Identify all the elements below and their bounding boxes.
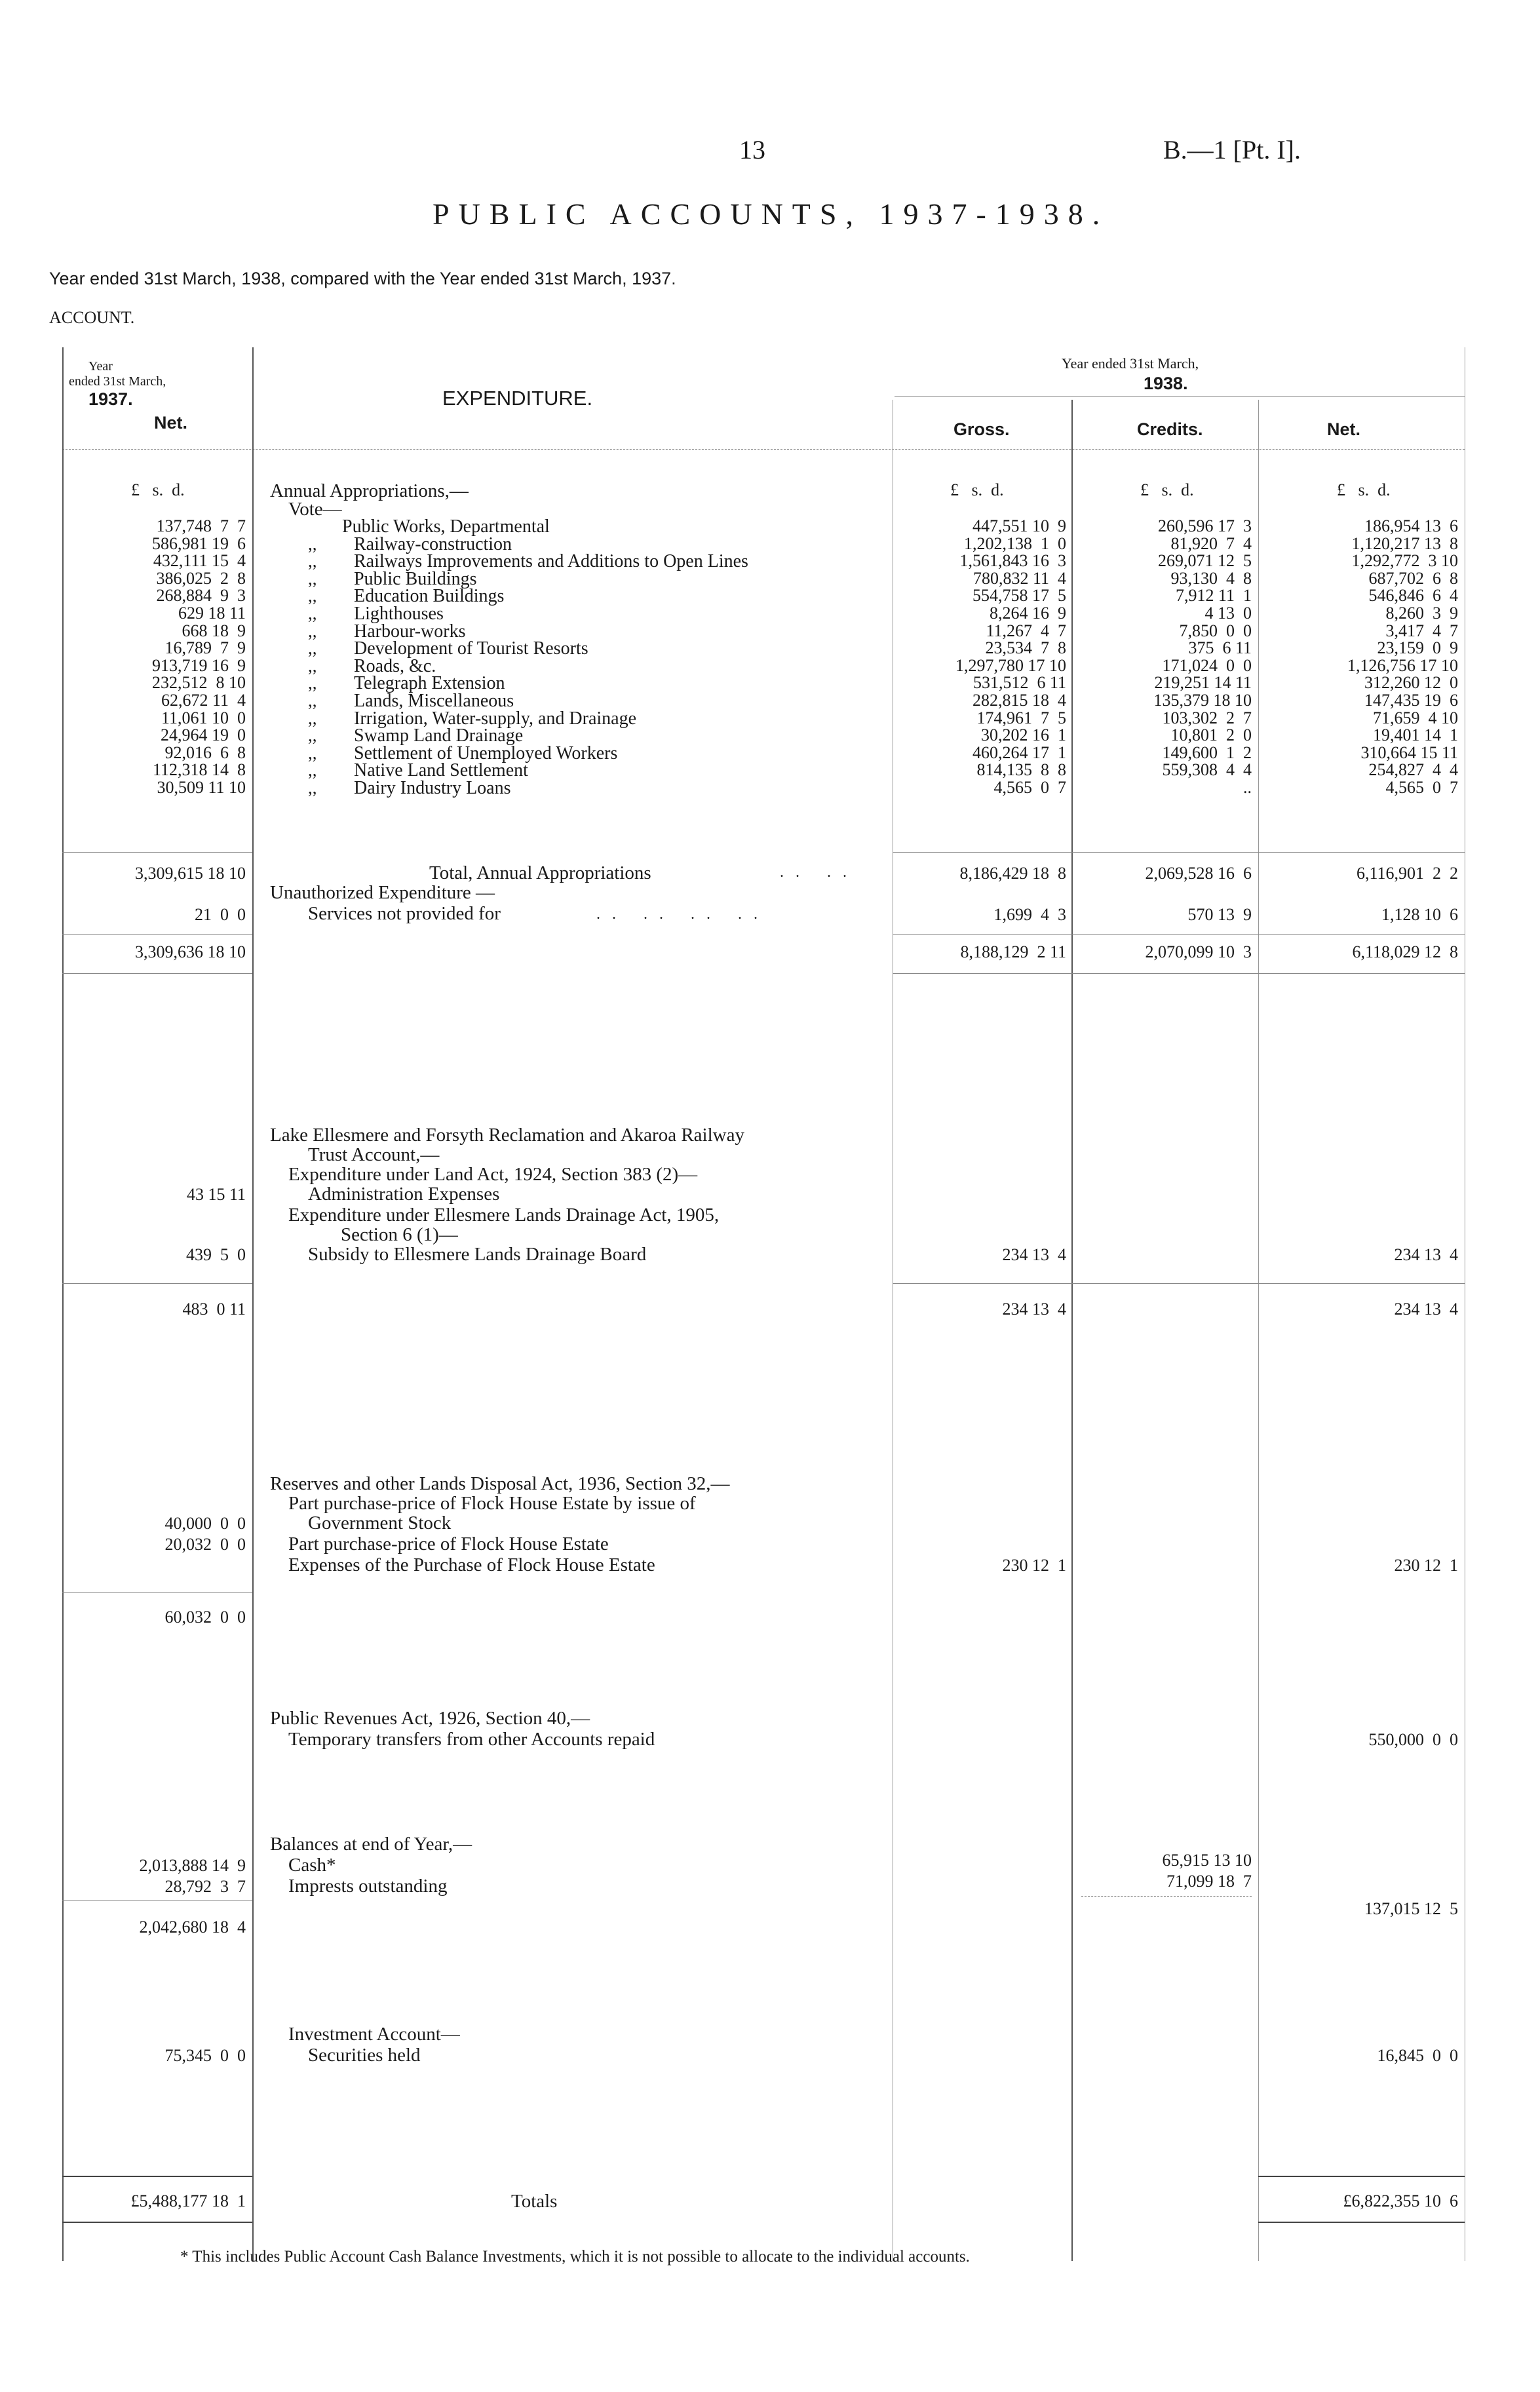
balances-imp-prev: 28,792 3 7: [164, 1877, 246, 1896]
totals-prev: £5,488,177 18 1: [130, 2191, 246, 2210]
ditto-mark: ,,: [308, 708, 317, 728]
credits-amount: 219,251 14 11: [1154, 673, 1252, 692]
curr-year-header: Year ended 31st March,: [1062, 355, 1199, 372]
net-amount: 310,664 15 11: [1360, 743, 1458, 762]
reserves-line-4: Part purchase-price of Flock House Estate: [288, 1534, 609, 1554]
net-amount: 4,565 0 7: [1385, 778, 1458, 797]
vote-description: Lighthouses: [354, 604, 444, 624]
lake-total-gross: 234 13 4: [1002, 1300, 1066, 1319]
vote-description: Development of Tourist Resorts: [354, 638, 588, 659]
balances-credits-rule: [1081, 1896, 1252, 1897]
sub-credits: 2,070,099 10 3: [1145, 942, 1252, 961]
prev-amount: 386,025 2 8: [156, 569, 246, 588]
gross-amount: 11,267 4 7: [986, 621, 1066, 640]
net-amount: 19,401 14 1: [1373, 725, 1458, 744]
balances-cash-credits: 65,915 13 10: [1162, 1851, 1252, 1870]
gross-amount: 4,565 0 7: [993, 778, 1066, 797]
net-amount: 1,292,772 3 10: [1351, 551, 1458, 570]
credits-amount: 7,912 11 1: [1175, 586, 1252, 605]
lake-subsidy-gross: 234 13 4: [1002, 1245, 1066, 1264]
annual-heading: Annual Appropriations,—: [270, 480, 469, 501]
net-amount: 23,159 0 9: [1377, 638, 1458, 657]
total-rule-right: [893, 852, 1465, 853]
unauth-sub: Services not provided for: [308, 903, 501, 924]
gross-amount: 1,202,138 1 0: [964, 534, 1066, 553]
balances-imp-credits: 71,099 18 7: [1166, 1872, 1252, 1891]
totals-label: Totals: [511, 2191, 558, 2212]
unauth-leader: .. .. .. ..: [596, 906, 769, 923]
ditto-mark: ,,: [308, 586, 317, 606]
prev-net-header: Net.: [154, 413, 188, 433]
prev-amount: 913,719 16 9: [152, 656, 246, 675]
credits-amount: 93,130 4 8: [1170, 569, 1252, 588]
credits-header: Credits.: [1137, 419, 1203, 439]
prev-amount: 24,964 19 0: [161, 725, 246, 744]
net-amount: 1,120,217 13 8: [1351, 534, 1458, 553]
expenditure-header: EXPENDITURE.: [442, 387, 593, 410]
lake-line-5: Expenditure under Ellesmere Lands Drainage Act, 1905,: [288, 1205, 720, 1225]
reserves-p1-prev: 40,000 0 0: [164, 1514, 246, 1533]
gross-amount: 174,961 7 5: [976, 708, 1066, 727]
credits-amount: 149,600 1 2: [1162, 743, 1252, 762]
net-amount: 186,954 13 6: [1364, 516, 1458, 535]
lake-subsidy-net: 234 13 4: [1394, 1245, 1458, 1264]
lsd-credits: £ s. d.: [1140, 480, 1194, 499]
credits-amount: ..: [1243, 778, 1252, 797]
revenues-net: 550,000 0 0: [1368, 1730, 1458, 1749]
lake-admin-prev: 43 15 11: [186, 1185, 246, 1204]
lsd-prev: £ s. d.: [131, 480, 185, 499]
header-rule: [62, 449, 1465, 450]
total-annual-net: 6,116,901 2 2: [1356, 864, 1458, 883]
ditto-mark: ,,: [308, 778, 317, 798]
unauth-prev: 21 0 0: [195, 905, 246, 924]
reserves-line-2: Part purchase-price of Flock House Estate by issue of: [288, 1493, 696, 1514]
total-rule: [62, 852, 252, 853]
lake-line-4: Administration Expenses: [308, 1184, 500, 1205]
subtitle: Year ended 31st March, 1938, compared with the Year ended 31st March, 1937.: [49, 269, 676, 288]
account-label: ACCOUNT.: [49, 308, 135, 327]
investment-line-1: Investment Account—: [288, 2024, 460, 2045]
vote-description: Public Buildings: [354, 569, 477, 589]
prev-amount: 16,789 7 9: [164, 638, 246, 657]
ditto-mark: ,,: [308, 551, 317, 571]
sub-gross: 8,188,129 2 11: [960, 942, 1066, 961]
credits-amount: 81,920 7 4: [1170, 534, 1252, 553]
credits-amount: 10,801 2 0: [1170, 725, 1252, 744]
sub-rule-below: [62, 973, 252, 974]
balances-cash-label: Cash*: [288, 1855, 336, 1876]
prev-year-header: Year ended 31st March, 1937.: [69, 359, 166, 409]
total-annual-gross: 8,186,429 18 8: [959, 864, 1066, 883]
prev-amount: 629 18 11: [178, 604, 246, 623]
ditto-mark: ,,: [308, 725, 317, 745]
gross-amount: 23,534 7 8: [985, 638, 1066, 657]
ditto-mark: ,,: [308, 638, 317, 658]
prev-amount: 62,672 11 4: [161, 691, 246, 710]
totals-net: £6,822,355 10 6: [1343, 2191, 1458, 2210]
totals-rule-top-right: [1258, 2176, 1465, 2177]
unauth-net: 1,128 10 6: [1381, 905, 1458, 924]
vote-description: Dairy Industry Loans: [354, 778, 511, 798]
balances-line-1: Balances at end of Year,—: [270, 1834, 472, 1855]
ditto-mark: ,,: [308, 604, 317, 623]
lake-rule: [62, 1283, 252, 1284]
reserves-total-prev: 60,032 0 0: [164, 1608, 246, 1627]
sub-rule: [62, 934, 252, 935]
totals-rule-top: [62, 2176, 252, 2177]
vote-description: Swamp Land Drainage: [354, 725, 524, 746]
prev-amount: 668 18 9: [182, 621, 246, 640]
sub-rule-right: [893, 934, 1465, 935]
vote-description: Railways Improvements and Additions to Open Lines: [354, 551, 748, 571]
balances-imprests-label: Imprests outstanding: [288, 1876, 448, 1897]
reserves-line-1: Reserves and other Lands Disposal Act, 1936, Section 32,—: [270, 1473, 730, 1494]
document-reference: B.—1 [Pt. I].: [1163, 135, 1301, 164]
prev-amount: 432,111 15 4: [153, 551, 246, 570]
credits-amount: 559,308 4 4: [1162, 760, 1252, 779]
ditto-mark: ,,: [308, 743, 317, 763]
credits-amount: 7,850 0 0: [1179, 621, 1252, 640]
totals-rule-bottom-right: [1258, 2222, 1465, 2223]
net-amount: 1,126,756 17 10: [1347, 656, 1458, 675]
reserves-line-3: Government Stock: [308, 1513, 452, 1534]
unauth-label: Unauthorized Expenditure —: [270, 882, 495, 903]
vote-description: Roads, &c.: [354, 656, 436, 676]
gross-header: Gross.: [953, 419, 1010, 439]
lake-total-prev: 483 0 11: [182, 1300, 246, 1319]
lake-subsidy-prev: 439 5 0: [186, 1245, 246, 1264]
balances-total-prev: 2,042,680 18 4: [139, 1918, 246, 1937]
net-amount: 8,260 3 9: [1385, 604, 1458, 623]
page-title: PUBLIC ACCOUNTS, 1937-1938.: [433, 197, 1109, 231]
balances-rule: [62, 1900, 252, 1901]
gross-amount: 282,815 18 4: [972, 691, 1066, 710]
lake-line-2: Trust Account,—: [308, 1144, 440, 1165]
gross-amount: 814,135 8 8: [976, 760, 1066, 779]
ditto-mark: ,,: [308, 569, 317, 588]
revenues-line-2: Temporary transfers from other Accounts repaid: [288, 1729, 655, 1750]
credits-amount: 4 13 0: [1204, 604, 1252, 623]
reserves-line-5: Expenses of the Purchase of Flock House Estate: [288, 1554, 655, 1575]
ditto-mark: ,,: [308, 656, 317, 676]
header-top-rule: [895, 396, 1465, 397]
ditto-mark: ,,: [308, 621, 317, 641]
vote-description: Native Land Settlement: [354, 760, 528, 781]
sub-rule-below-right: [893, 973, 1465, 974]
lake-total-net: 234 13 4: [1394, 1300, 1458, 1319]
ditto-mark: ,,: [308, 691, 317, 710]
credits-amount: 269,071 12 5: [1158, 551, 1252, 570]
reserves-rule: [62, 1592, 252, 1593]
gross-amount: 30,202 16 1: [981, 725, 1066, 744]
credits-amount: 103,302 2 7: [1162, 708, 1252, 727]
credits-amount: 375 6 11: [1188, 638, 1252, 657]
prev-amount: 112,318 14 8: [152, 760, 246, 779]
rule-credits: [1258, 400, 1259, 2261]
vote-description: Public Works, Departmental: [342, 516, 550, 537]
prev-amount: 137,748 7 7: [156, 516, 246, 535]
gross-amount: 460,264 17 1: [972, 743, 1066, 762]
prev-amount: 30,509 11 10: [157, 778, 246, 797]
vote-description: Railway-construction: [354, 534, 512, 554]
lsd-net: £ s. d.: [1337, 480, 1391, 499]
net-amount: 687,702 6 8: [1368, 569, 1458, 588]
net-amount: 254,827 4 4: [1368, 760, 1458, 779]
gross-amount: 531,512 6 11: [972, 673, 1066, 692]
investment-prev: 75,345 0 0: [164, 2046, 246, 2065]
footnote: * This includes Public Account Cash Balance Investments, which it is not possible to allocate to the individual accounts.: [180, 2248, 970, 2266]
reserves-p2-prev: 20,032 0 0: [164, 1535, 246, 1554]
net-amount: 546,846 6 4: [1368, 586, 1458, 605]
lake-line-6: Section 6 (1)—: [341, 1224, 458, 1245]
curr-year-value: 1938.: [1144, 374, 1188, 393]
sub-prev: 3,309,636 18 10: [135, 942, 246, 961]
lsd-gross: £ s. d.: [950, 480, 1004, 499]
net-header: Net.: [1327, 419, 1361, 439]
gross-amount: 1,297,780 17 10: [955, 656, 1066, 675]
ditto-mark: ,,: [308, 534, 317, 554]
page-number: 13: [739, 135, 765, 164]
vote-label: Vote—: [288, 499, 342, 520]
balances-cash-prev: 2,013,888 14 9: [139, 1856, 246, 1875]
prev-amount: 268,884 9 3: [156, 586, 246, 605]
gross-amount: 780,832 11 4: [972, 569, 1066, 588]
total-annual-prev: 3,309,615 18 10: [135, 864, 246, 883]
total-annual-leader: .. ..: [780, 864, 858, 881]
unauth-credits: 570 13 9: [1187, 905, 1252, 924]
vote-description: Settlement of Unemployed Workers: [354, 743, 618, 763]
ditto-mark: ,,: [308, 673, 317, 693]
lake-rule-right: [893, 1283, 1465, 1284]
vote-description: Telegraph Extension: [354, 673, 505, 693]
credits-amount: 135,379 18 10: [1153, 691, 1252, 710]
net-amount: 147,435 19 6: [1364, 691, 1458, 710]
investment-line-2: Securities held: [308, 2045, 421, 2066]
prev-amount: 586,981 19 6: [152, 534, 246, 553]
net-amount: 3,417 4 7: [1385, 621, 1458, 640]
reserves-exp-net: 230 12 1: [1394, 1556, 1458, 1575]
unauth-gross: 1,699 4 3: [993, 905, 1066, 924]
gross-amount: 1,561,843 16 3: [959, 551, 1066, 570]
lake-line-7: Subsidy to Ellesmere Lands Drainage Board: [308, 1244, 647, 1265]
balances-net: 137,015 12 5: [1364, 1899, 1458, 1918]
lake-line-3: Expenditure under Land Act, 1924, Section 383 (2)—: [288, 1164, 698, 1185]
vote-description: Irrigation, Water-supply, and Drainage: [354, 708, 637, 729]
lake-line-1: Lake Ellesmere and Forsyth Reclamation and Akaroa Railway: [270, 1125, 744, 1146]
total-annual-label: Total, Annual Appropriations: [429, 862, 651, 883]
vote-description: Education Buildings: [354, 586, 505, 606]
revenues-line-1: Public Revenues Act, 1926, Section 40,—: [270, 1708, 590, 1729]
gross-amount: 447,551 10 9: [972, 516, 1066, 535]
net-amount: 71,659 4 10: [1373, 708, 1458, 727]
prev-amount: 92,016 6 8: [164, 743, 246, 762]
ditto-mark: ,,: [308, 760, 317, 780]
rule-gross: [1071, 400, 1073, 2261]
reserves-exp-gross: 230 12 1: [1002, 1556, 1066, 1575]
credits-amount: 171,024 0 0: [1162, 656, 1252, 675]
rule-prev: [252, 347, 254, 2261]
rule-left: [62, 347, 64, 2261]
gross-amount: 554,758 17 5: [972, 586, 1066, 605]
sub-net: 6,118,029 12 8: [1352, 942, 1458, 961]
totals-rule-bottom: [62, 2222, 252, 2223]
gross-amount: 8,264 16 9: [990, 604, 1066, 623]
net-amount: 312,260 12 0: [1364, 673, 1458, 692]
total-annual-credits: 2,069,528 16 6: [1145, 864, 1252, 883]
prev-amount: 11,061 10 0: [161, 708, 246, 727]
prev-amount: 232,512 8 10: [152, 673, 246, 692]
investment-net: 16,845 0 0: [1377, 2046, 1458, 2065]
vote-description: Harbour-works: [354, 621, 466, 642]
credits-amount: 260,596 17 3: [1158, 516, 1252, 535]
vote-description: Lands, Miscellaneous: [354, 691, 514, 711]
